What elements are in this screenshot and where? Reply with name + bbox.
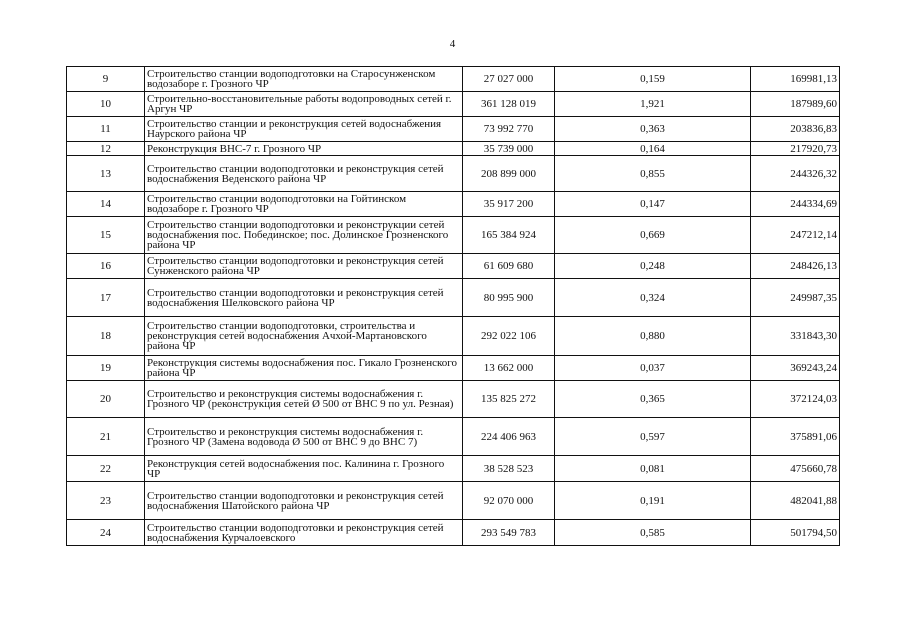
row-number: 23 xyxy=(67,482,145,520)
row-number: 21 xyxy=(67,418,145,456)
project-cost: 35 917 200 xyxy=(463,192,555,217)
table-row xyxy=(67,92,840,117)
project-coefficient: 0,363 xyxy=(555,117,751,142)
project-unit-value: 248426,13 xyxy=(751,254,840,279)
project-cost: 135 825 272 xyxy=(463,381,555,418)
table-row xyxy=(67,381,840,418)
project-name: Строительство станции и реконструкция сетей водоснабжения Наурского района ЧР xyxy=(145,117,463,142)
row-number: 13 xyxy=(67,156,145,192)
project-unit-value: 203836,83 xyxy=(751,117,840,142)
project-name: Реконструкция сетей водоснабжения пос. Калинина г. Грозного ЧР xyxy=(145,456,463,482)
table-row xyxy=(67,142,840,156)
row-number: 9 xyxy=(67,67,145,92)
project-unit-value: 249987,35 xyxy=(751,279,840,317)
project-cost: 73 992 770 xyxy=(463,117,555,142)
row-number: 15 xyxy=(67,217,145,254)
project-name: Строительство станции водоподготовки и реконструкция сетей водоснабжения Веденского района ЧР xyxy=(145,156,463,192)
project-coefficient: 0,585 xyxy=(555,520,751,546)
project-coefficient: 0,365 xyxy=(555,381,751,418)
project-cost: 224 406 963 xyxy=(463,418,555,456)
project-name: Строительство станции водоподготовки и реконструкции сетей водоснабжения пос. Побединское; пос. Долинское Грозненского района ЧР xyxy=(145,217,463,254)
project-name: Строительство станции водоподготовки и реконструкция сетей водоснабжения Курчалоевского xyxy=(145,520,463,546)
project-name: Строительство станции водоподготовки на Гойтинском водозаборе г. Грозного ЧР xyxy=(145,192,463,217)
project-name: Строительство станции водоподготовки и реконструкция сетей водоснабжения Шатойского района ЧР xyxy=(145,482,463,520)
table-row xyxy=(67,482,840,520)
project-coefficient: 0,248 xyxy=(555,254,751,279)
project-unit-value: 475660,78 xyxy=(751,456,840,482)
project-cost: 92 070 000 xyxy=(463,482,555,520)
project-unit-value: 331843,30 xyxy=(751,317,840,356)
table-row xyxy=(67,254,840,279)
table-row xyxy=(67,156,840,192)
project-unit-value: 369243,24 xyxy=(751,356,840,381)
project-unit-value: 217920,73 xyxy=(751,142,840,156)
project-coefficient: 0,147 xyxy=(555,192,751,217)
project-cost: 80 995 900 xyxy=(463,279,555,317)
project-name: Строительство станции водоподготовки и реконструкция сетей Сунженского района ЧР xyxy=(145,254,463,279)
project-unit-value: 501794,50 xyxy=(751,520,840,546)
project-coefficient: 0,037 xyxy=(555,356,751,381)
project-name: Строительство и реконструкция системы водоснабжения г. Грозного ЧР (Замена водовода Ø 500 от ВНС 9 до ВНС 7) xyxy=(145,418,463,456)
row-number: 24 xyxy=(67,520,145,546)
project-coefficient: 0,324 xyxy=(555,279,751,317)
page-number: 4 xyxy=(449,38,456,50)
project-coefficient: 0,880 xyxy=(555,317,751,356)
project-cost: 61 609 680 xyxy=(463,254,555,279)
project-coefficient: 0,855 xyxy=(555,156,751,192)
table-row xyxy=(67,520,840,546)
project-coefficient: 0,191 xyxy=(555,482,751,520)
project-coefficient: 1,921 xyxy=(555,92,751,117)
project-cost: 292 022 106 xyxy=(463,317,555,356)
project-coefficient: 0,164 xyxy=(555,142,751,156)
table-row xyxy=(67,456,840,482)
row-number: 10 xyxy=(67,92,145,117)
table-row xyxy=(67,317,840,356)
row-number: 14 xyxy=(67,192,145,217)
row-number: 11 xyxy=(67,117,145,142)
project-unit-value: 247212,14 xyxy=(751,217,840,254)
project-unit-value: 169981,13 xyxy=(751,67,840,92)
project-cost: 293 549 783 xyxy=(463,520,555,546)
project-unit-value: 244326,32 xyxy=(751,156,840,192)
table-row xyxy=(67,418,840,456)
project-cost: 208 899 000 xyxy=(463,156,555,192)
row-number: 16 xyxy=(67,254,145,279)
table-row xyxy=(67,192,840,217)
row-number: 20 xyxy=(67,381,145,418)
projects-table-body xyxy=(67,67,840,546)
project-unit-value: 375891,06 xyxy=(751,418,840,456)
project-cost: 165 384 924 xyxy=(463,217,555,254)
row-number: 19 xyxy=(67,356,145,381)
project-name: Строительство станции водоподготовки, строительства и реконструкция сетей водоснабжения Ачхой-Мартановского района ЧР xyxy=(145,317,463,356)
table-row xyxy=(67,279,840,317)
row-number: 22 xyxy=(67,456,145,482)
row-number: 12 xyxy=(67,142,145,156)
project-cost: 13 662 000 xyxy=(463,356,555,381)
project-name: Строительство станции водоподготовки и реконструкция сетей водоснабжения Шелковского района ЧР xyxy=(145,279,463,317)
project-coefficient: 0,597 xyxy=(555,418,751,456)
table-row xyxy=(67,356,840,381)
project-cost: 35 739 000 xyxy=(463,142,555,156)
project-coefficient: 0,159 xyxy=(555,67,751,92)
project-coefficient: 0,081 xyxy=(555,456,751,482)
project-cost: 38 528 523 xyxy=(463,456,555,482)
table-row xyxy=(67,67,840,92)
table-row xyxy=(67,117,840,142)
project-name: Реконструкция ВНС-7 г. Грозного ЧР xyxy=(145,142,463,156)
project-name: Строительство станции водоподготовки на Старосунженском водозаборе г. Грозного ЧР xyxy=(145,67,463,92)
table-row xyxy=(67,217,840,254)
project-cost: 27 027 000 xyxy=(463,67,555,92)
project-coefficient: 0,669 xyxy=(555,217,751,254)
project-name: Строительство и реконструкция системы водоснабжения г. Грозного ЧР (реконструкция сетей Ø 500 от ВНС 9 по ул. Резная) xyxy=(145,381,463,418)
project-cost: 361 128 019 xyxy=(463,92,555,117)
project-name: Реконструкция системы водоснабжения пос. Гикало Грозненского района ЧР xyxy=(145,356,463,381)
project-unit-value: 482041,88 xyxy=(751,482,840,520)
project-unit-value: 187989,60 xyxy=(751,92,840,117)
projects-table xyxy=(66,66,840,546)
project-unit-value: 244334,69 xyxy=(751,192,840,217)
row-number: 17 xyxy=(67,279,145,317)
row-number: 18 xyxy=(67,317,145,356)
project-name: Строительно-восстановительные работы водопроводных сетей г. Аргун ЧР xyxy=(145,92,463,117)
project-unit-value: 372124,03 xyxy=(751,381,840,418)
